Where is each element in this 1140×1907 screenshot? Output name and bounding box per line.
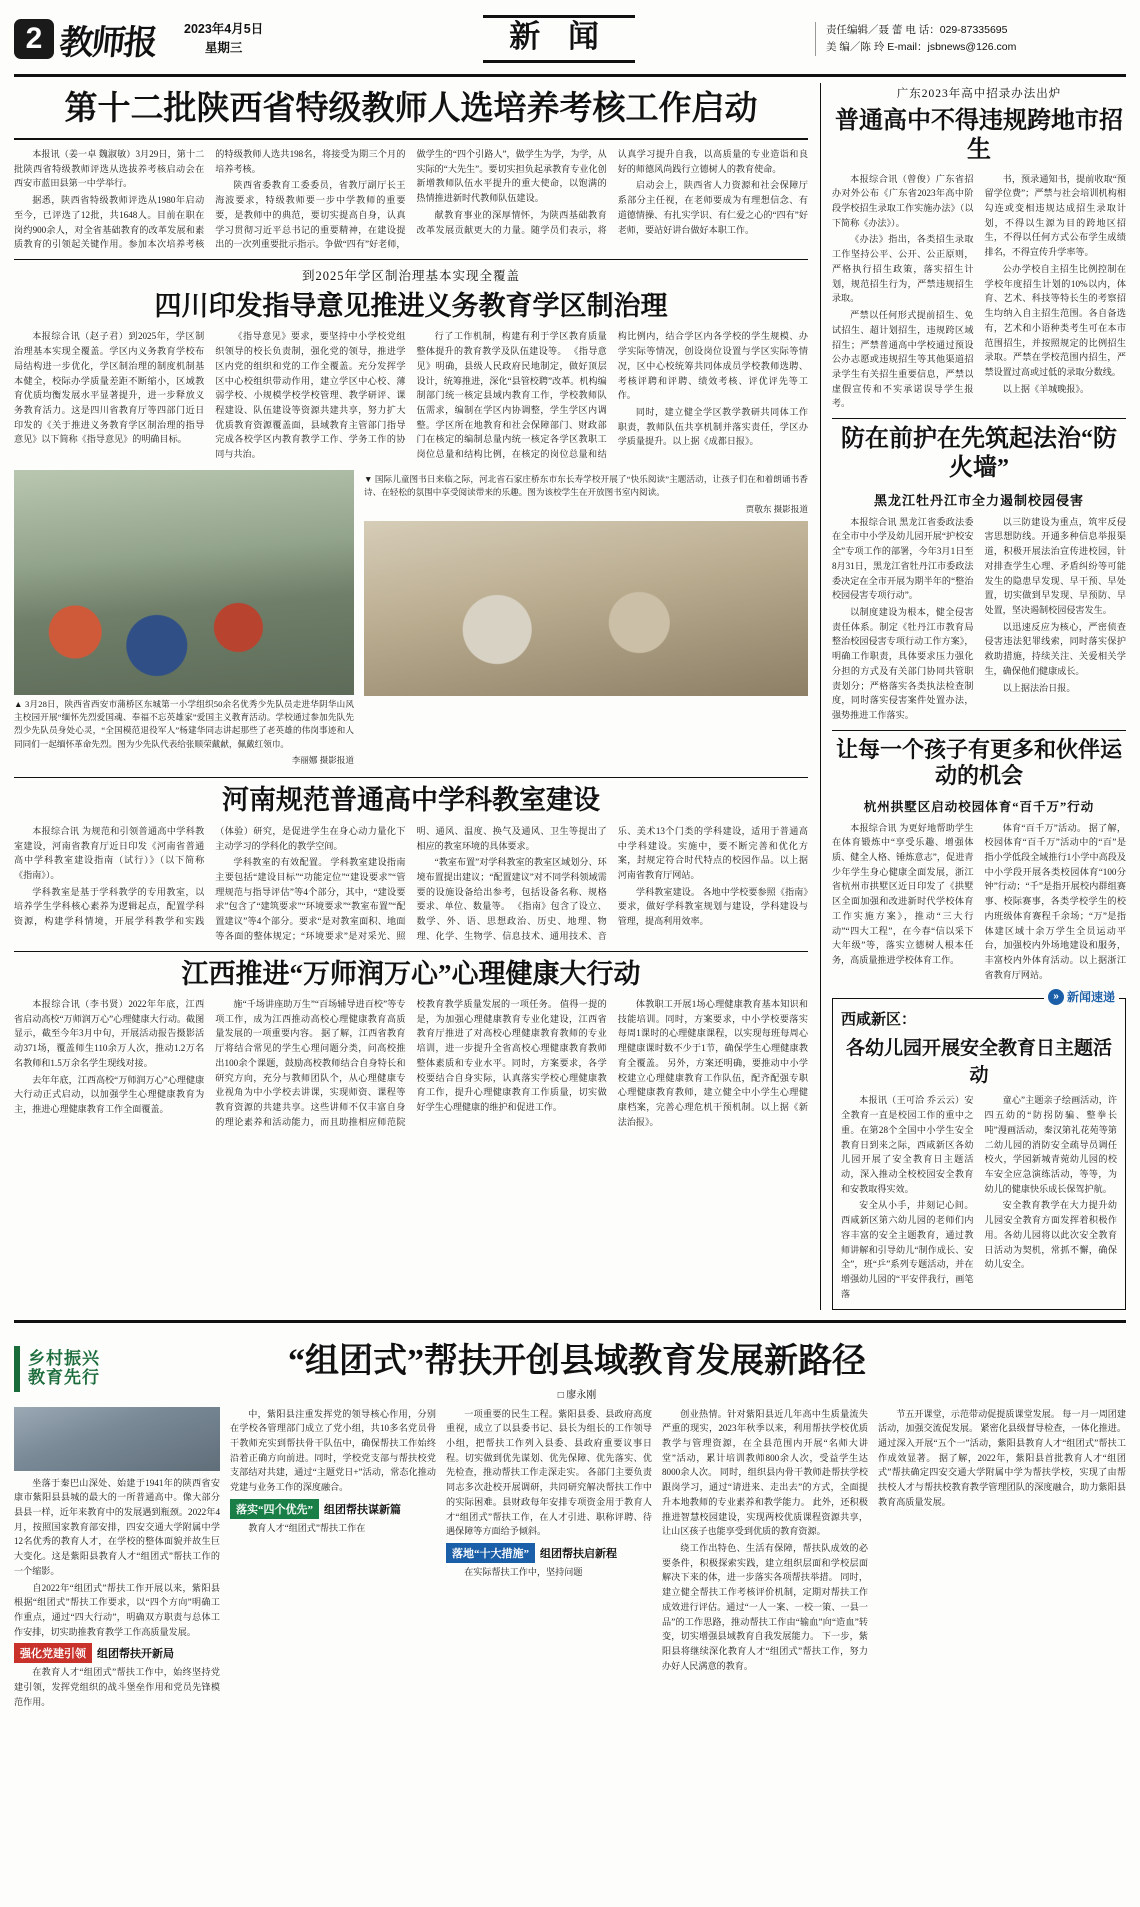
hangzhou-subhead: 杭州拱墅区启动校园体育“百千万”行动 — [863, 799, 1095, 814]
paragraph: 以制度建设为根本，健全侵害责任体系。制定《牡丹江市教育局整治校园侵害专项行动工作方案》，明确工作职责，具体要求压力强化分担的方式及有关部门协同共管职责划分；严格落实各类执法检查制度，同时落实侵害案件处置办法，强势推进工作落实。 — [831, 607, 974, 721]
feature-col-2 — [230, 1407, 436, 1712]
paragraph: 创业热情。针对紫阳县近几年高中生质量流失严重的现实，2023年秋季以来，利用帮扶学校优质教学与管理资源，在全县范围内开展“名师大讲堂”活动，累计培训教师800余人次，受益学生达8000余人次。 同时，组织县内骨干教师赴帮扶学校跟岗学习，通过“请进来、走出去”的方式，全面提升本地教师的专业素养和教学能力。 此外，还积极推进智慧校园建设，实现两校优质课程资源共享，让山区孩子也能享受到优质的教育资源。 — [662, 1408, 868, 1537]
feature-photo — [14, 1407, 220, 1471]
paragraph: 行了工作机制，构建有利于学区教育质量整体提升的教育教学及队伍建设等。 《指导意见》明确，县级人民政府民地制定，做好顶层设计，统筹推进，深化“县管校聘”改革。机构编制部门统一核定县域内教育工作，学校教师队伍需求，编制在学区内协调整，学生学区内调整。学区所在地教育和社会保障部门、财政部门在核定的编制总量内统一核定各学区教职工岗位总量和结构比例，在核定的岗位总量和结构比例内，结合学区内各学校的学生规模、办学实际等情况，创设岗位设置与学区实际等情况，区中心校统筹共同体成员学校教师选聘、考核评聘和评聘、绩效考核、评优评先等工作。 — [416, 331, 808, 460]
sichuan-body — [14, 329, 808, 461]
feature-tag-1: 强化党建引领 — [14, 1643, 92, 1663]
paragraph: 同时，建立健全学区教学教研共同体工作职责，教师队伍共享机制并落实责任，学区办学质量提升。以上据《成都日报》。 — [617, 406, 808, 447]
paragraph: 严禁以任何形式提前招生、免试招生、超计划招生，违规跨区域招生；严禁普通高中学校通过预设公办志愿或违规招生等其他渠道招录学生有关招生重要信息，严禁以虚假宣传和不实承诺误导学生报考。 — [831, 310, 974, 409]
masthead-contact — [815, 22, 1126, 56]
feature-col-4 — [662, 1407, 868, 1712]
feature-tag-3-head: 组团帮扶启新程 — [540, 1547, 617, 1560]
feature-col-1 — [14, 1407, 220, 1712]
photo-left-caption: ▲ 3月28日，陕西省西安市蒲桥区东城第一小学组织50余名优秀少先队员走进华阴华山风主校园开展“缅怀先烈爱国魂、奉福不忘英雄家”爱国主义教育活动。学校通过参加先队先烈少先队员身处心灵，“全国模范退役军人”杨建华同志讲起那些了老英雄的伟岗事迹和人同同们一起缅怀革命先烈。图为少先队代表给张顺荣戴献，佩戴红领巾。 — [14, 698, 354, 749]
section-title: 新 闻 — [483, 15, 635, 63]
feature-headline: “组团式”帮扶开创县域教育发展新路径 — [288, 1342, 866, 1380]
paragraph: 童心”主题亲子绘画活动，许四五幼的“防拐防骗、整拳长吨”漫画活动，秦汉第礼花苑等第二幼儿园的消防安全疏导员调任校火，学园新城青菀幼儿园的校车安全应急演练活动，等等，为幼儿的健康快乐成长保驾护航。 — [984, 1095, 1117, 1194]
photo-reading-room — [364, 521, 808, 696]
feature-tag-1-row — [14, 1643, 220, 1663]
paragraph: 绕工作出特色、生活有保障，帮扶队成效的必要条件，积极探索实践，建立组织层面和学校层面解决下来的体，进一步落实各项帮扶举措。 同时，建立健全帮扶工作考核评价机制，定期对帮扶工作成效进行评估。通过“一人一案、一校一策、一县一品”的工作思路，推动帮扶工作由“输血”向“造血”转变，切实增强县域教育自我发展能力。 下一步，紫阳县将继续深化教育人才“组团式”帮扶工作，努力办好人民满意的教育。 — [662, 1542, 868, 1671]
feature-byline: □ 廖永刚 — [557, 1389, 597, 1401]
news-speed-headline: 各幼儿园开展安全教育日主题活动 — [845, 1038, 1112, 1087]
feature-col-3-body — [446, 1407, 652, 1539]
badge-line-2: 教育先行 — [28, 1367, 100, 1387]
guangdong-body — [832, 172, 1126, 412]
divider — [832, 730, 1126, 731]
paragraph: 自2022年“组团式”帮扶工作开展以来，紫阳县根据“组团式”帮扶工作要求，以“四个方向”明确工作重点，通过“四大行动”，明确双方职责与总体工作安排，切实助推教育教学工作高质量发展。 — [14, 1582, 220, 1637]
paragraph: 学科教室建设。 各地中学校要参照《指南》要求，做好学科教室规划与建设，学科建设与管理，提高利用效率。 — [617, 886, 808, 927]
news-speed-tag — [1044, 988, 1119, 1005]
paragraph: 《办法》指出，各类招生录取工作坚持公平、公开、公正原则，严格执行招生政策，落实招生计划，规范招生行为，严禁违规招生录取。 — [831, 234, 974, 304]
paragraph: 公办学校自主招生比例控制在学校年度招生计划的10%以内，体育、艺术、科技等特长生的考察招生均纳入自主招生范围。各自备选有，艺术和小语种类考生可在本市范围招生，并按照规定的比例招生录取。严禁在学校范围内招生，严禁设置过高或过低的录取分数线。 — [984, 263, 1126, 377]
heilongjiang-subhead: 黑龙江牡丹江市全力遏制校园侵害 — [873, 492, 1084, 508]
paragraph: 学科教室是基于学科教学的专用教室，以培养学生学科核心素养为逻辑起点，配置学科资源，构建学科情境，开展学科教学和实践（体验）研究，是促进学生在身心动力量化下主动学习的学科化的教学空间。 — [14, 825, 406, 927]
news-speed-box — [832, 990, 1126, 1309]
newspaper-page — [0, 8, 1140, 1907]
divider — [832, 418, 1126, 419]
paragraph: 去年年底，江西高校“万师润万心”心理健康大行动正式启动，以加强学生心理健康教育为主，推进心理健康教育工作全面覆盖。 — [14, 1074, 205, 1114]
paragraph: 本报综合讯（曾俊）广东省招办对外公布《广东省2023年高中阶段学校招生录取工作实施办法》（以下简称《办法》）。 — [831, 173, 974, 228]
photo-right-caption: ▼ 国际儿童图书日来临之际，河北省石家庄桥东市东长寿学校开展了“快乐阅读”主题活动，让孩子们在和着朗诵书香诗、在轻松的氛围中享受阅读带来的乐趣。图为该校学生在开放图书室内阅读。 — [364, 473, 808, 498]
guangdong-headline: 普通高中不得违规跨地市招生 — [834, 108, 1123, 163]
paragraph: 体育“百千万”活动。 据了解，校园体育“百千万”活动中的“百”是指小学低段全域推行1小学中高段及中小学段开展各类校园体育“100分钟”行动；“千”是指开展校内群组赛事、校际赛事，各类学校学生的校内班级体育赛程千余场；“万”是指体建区域十余万学生全员运动平台，加强校内外场地建设和服务，丰富校内外体育活动。以上据浙江省教育厅网站。 — [984, 822, 1126, 980]
divider — [14, 777, 808, 778]
feature-tag-3-row — [446, 1543, 652, 1563]
photo-students-ceremony — [14, 470, 354, 695]
feature-col-5-body — [878, 1407, 1126, 1510]
paragraph: 据悉，陕西省特级教师评选从1980年启动至今，已评选了12批，共1648人。目前在职在岗约900余人，对全省基础教育的改革发展和素质教育的引领起关键作用。参加本次培养考核的特级教师人选共198名，将接受为期三个月的培养考核。 — [14, 148, 406, 250]
hangzhou-headline: 让每一个孩子有更多和伙伴运动的机会 — [835, 736, 1122, 789]
photo-right-credit: 贾敬东 摄影报道 — [745, 504, 808, 515]
photo-left-wrap — [14, 470, 354, 768]
lead-story-body — [14, 147, 808, 252]
heilongjiang-headline: 防在前护在先筑起法治“防火墙” — [840, 426, 1117, 481]
heilongjiang-body — [832, 515, 1126, 723]
feature-tag-2-head: 组团帮扶谋新篇 — [324, 1503, 401, 1516]
photo-right-wrap — [364, 470, 808, 768]
paragraph: 以迅速反应为核心，严密侦查侵害违法犯罪线索，同时落实保护救助措施，持续关注、关爱相关学生，确保他们健康成长。 — [984, 621, 1126, 676]
paragraph: 在实际帮扶工作中，坚持问题 — [464, 1566, 583, 1577]
hangzhou-body — [832, 821, 1126, 983]
feature-col-5 — [878, 1407, 1126, 1712]
divider — [14, 951, 808, 952]
paragraph: 学科教室的有效配置。 学科教室建设指南主要包括“建设目标”“功能定位”“建设要求”“管理规范与指导评估”等4个部分，其中，“建设要求”包含了“建筑要求”“环境要求”“教室布置”“配置建议”等4个部分。要求“是对教室面积、地面等各面的整体规定；“环境要求”是对采光、照明、通风、温度、换气及通风、卫生等提出了相应的教室环境的具体要求。 — [215, 825, 607, 941]
paragraph: 书，预录通知书，提前收取“预留学位费”；严禁与社会培训机构相勾连或变相违规达成招生录取计划，不得以生源为目的跨地区招生，不得以任何方式公布学生成绩排名，不得宣传升学率等。 — [984, 173, 1126, 258]
paragraph: 本报综合讯 黑龙江省委政法委在全市中小学及幼儿园开展“护校安全”专项工作的部署，今年3月1日至8月31日，黑龙江省牡丹江市委政法委决定在全市开展为期半年的“整治校园侵害专项行动”。 — [831, 516, 974, 601]
paragraph: 安全从小手，井刻记心间。 西咸新区第六幼儿园的老师们内容丰富的安全主题教育，通过教师讲解和引导幼儿“制作成长、安全”，班“乒”系列专题活动，并在增强幼儿园的“平安伴我行，画笔落 — [840, 1200, 974, 1299]
paragraph: 本报综合讯 为更好地帮助学生在体育锻炼中“享受乐趣、增强体质、健全人格、锤炼意志”，促进青少年学生身心健康全面发展，浙江省杭州市拱墅区近日印发了《拱墅区全面加强和改进新时代学校体育工作实施方案》，推动“三大行动”“四大工程”，在今春“信以采下大年级”等，落实立德树人根本任务，高质量推进学校体育工作。 — [831, 822, 974, 965]
feature-tag-3-text — [446, 1565, 652, 1580]
paragraph: 中，紫阳县注重发挥党的领导核心作用，分别在学校各管理部门成立了党小组，共10多名党员骨干教师充实到帮扶骨干队伍中，确保帮扶工作始终沿着正确方向前进。同时，学校党支部与帮扶校党支部结对共建，通过“主题党日+”活动，常态化推动党建与业务工作的深度融合。 — [230, 1408, 436, 1493]
feature-tag-2: 落实“四个优先” — [230, 1499, 319, 1519]
speed-icon: » — [1048, 989, 1064, 1005]
paragraph: 体教职工开展1场心理健康教育基本知识和技能培训。同时，方案要求，中小学校要落实每周1课时的心理健康课程，以实现每班每周心理健康课时数不少于1节，确保学生心理健康教育全覆盖。 另外，方案还明确，要推动中小学校建立心理健康教育工作队伍，配齐配强专职心理健康教育教师，建立健全中小学生心理健康档案，完善心理危机干预机制。以上据《新法治报》。 — [617, 998, 808, 1127]
editor-line-2: 美 编／陈 玲 E-mail：jsbnews@126.com — [826, 41, 1017, 53]
paragraph: 本报综合讯（李书贤）2022年年底，江西省启动高校“万师润万心”心理健康大行动。截图显示，截至今年3月中旬，开展活动报告摄影活动371场，覆盖师生110余万人次，推动1.2万名名教师和1.5万余名学生现线对接。 — [14, 998, 205, 1068]
badge-line-1: 乡村振兴 — [28, 1348, 100, 1368]
divider — [14, 259, 808, 260]
jiangxi-body — [14, 997, 808, 1129]
news-speed-label: 新闻速递 — [1066, 990, 1115, 1005]
guangdong-shoulder: 广东2023年高中招录办法出炉 — [896, 88, 1062, 100]
sichuan-headline: 四川印发指导意见推进义务教育学区制治理 — [154, 290, 668, 321]
paragraph: 本报讯（王可洽 乔云云）安全教育一直是校园工作的重中之重。在第28个全国中小学生安全教育日到来之际，西咸新区各幼儿园开展了安全教育日主题活动，深入推动全校校园安全教育和安教取得实效。 — [840, 1095, 974, 1194]
paragraph: 本报综合讯（赵子君）到2025年，学区制治理基本实现全覆盖。学区内义务教育学校布局结构进一步优化，学区制治理的制度机制基本健全，校际办学质量差距不断缩小，区域教育优质均衡发展水平显著提升，进一步释放义务教育活力。这是四川省教育厅等四部门近日印发的《关于推进义务教育学区制治理的指导意见》以下简称《指导意见》的明确目标。 — [14, 331, 205, 445]
jiangxi-headline: 江西推进“万师润万心”心理健康大行动 — [181, 958, 641, 989]
paragraph: 《指导意见》要求，要坚持中小学校党组织领导的校长负责制，强化党的领导，推进学区内党的组织和党的工作全覆盖。充分发挥学区中心校组织带动作用，建立学区中心校、薄弱学校、小规模学校学校管理、教学研评、课程建设、队伍建设等资源共建共享，努力扩大优质教育资源覆盖面，县域教育主管部门指导完成各校学区内教育教学工作、学务工作的协同与共治。 — [215, 331, 406, 460]
feature-header — [14, 1331, 1126, 1407]
left-column — [14, 83, 808, 1310]
right-column — [820, 83, 1126, 1310]
feature-col-3 — [446, 1407, 652, 1712]
masthead-rule — [14, 74, 1126, 77]
lead-story-headline: 第十二批陕西省特级教师人选培养考核工作启动 — [64, 91, 758, 127]
paragraph: 安全教育教学在大力提升幼儿园安全教育方面发挥着积极作用。各幼儿园将以此次安全教育日活动为契机，常抓不懈，确保幼儿安全。 — [984, 1200, 1117, 1270]
paragraph: 以三防建设为重点，筑牢反侵害思想防线。开通多种信息举报渠道，积极开展法治宣传进校园，针对排查学生心理、矛盾纠纷等可能发生的隐患早发现、早干预、早处置，切实做到早发现、早预防、早处置，坚决遏制校园侵害发生。 — [984, 516, 1126, 615]
paragraph: 本报综合讯 为规范和引领普通高中学科教室建设，河南省教育厅近日印发《河南省普通高中学科教室建设指南（试行）》（以下简称《指南》）。 — [14, 825, 205, 880]
news-speed-kicker: 西咸新区： — [840, 1012, 916, 1029]
feature-intro — [14, 1476, 220, 1640]
paragraph: 启动会上，陕西省人力资源和社会保障厅系部分主任视，在老师要成为有理想信念、有道德情操、有扎实学识、有仁爱之心的“四有”好老师，要站好讲台做好本职工作。 — [617, 180, 808, 235]
date-block — [184, 20, 263, 58]
rural-revitalization-badge — [14, 1346, 178, 1392]
date-line2: 星期三 — [204, 41, 243, 55]
paragraph: “教室布置”对学科教室的教室区域划分、环境布置提出建议；“配置建议”对不同学科领域需要的设施设备给出参考，包括设备名称、规格要求、单位、数量等。 《指南》包含了设立、数学、外、语、思想政治、历史、地理、物理、化学、生物学、信息技术、通用技术、音乐、美术13个门类的学科建设，适用于普通高中学科建设。实施中，要不断完善和优化方案，封规定符合时代特点的校园作品。以上据河南省教育厅网站。 — [416, 825, 808, 941]
henan-body — [14, 824, 808, 944]
feature-tag-3: 落地“十大措施” — [446, 1543, 535, 1563]
paper-logo: 教师报 — [57, 24, 158, 62]
main-content — [14, 83, 1126, 1310]
section-title-wrap — [303, 15, 815, 63]
paragraph: 本报讯（姜一卓 魏淑敏）3月29日，第十二批陕西省特级教师评选从选拔养考核启动会在西安市蓝田县第一中学举行。 — [14, 148, 205, 189]
photo-left-credit: 李丽娜 摄影报道 — [291, 755, 354, 766]
feature-tag-1-text — [14, 1665, 220, 1709]
paragraph: 一项重要的民生工程。紫阳县委、县政府高度重视，成立了以县委书记、县长为组长的工作领导小组，把帮扶工作列入县委、县政府重要议事日程。切实做到优先谋划、优先保障、优先落实、优先检查，推动帮扶工作走深走实。 各部门主要负责同志多次赴校开展调研，共同研究解决帮扶工作中的实际困难。县财政每年安排专项资金用于教育人才“组团式”帮扶工作，在人才引进、职称评聘、待遇保障等方面给予倾斜。 — [446, 1408, 652, 1537]
news-speed-body — [841, 1093, 1117, 1301]
feature-columns — [14, 1407, 1126, 1712]
paragraph: 坐落于秦巴山深处、始建于1941年的陕西省安康市紫阳县县城的最大的一所普通高中。像大部分县县一样，近年来教育中的发展遇到瓶颈。2022年4月，按照国家教育部安排，四安交通大学附属中学12名优秀的教育人才，在学校的整体面貌并故生巨大变化。这是紫阳县教育人才“组团式”帮扶工作的一个缩影。 — [14, 1477, 220, 1576]
feature-tag-2-row — [230, 1499, 436, 1519]
feature-tag-2-text — [230, 1521, 436, 1536]
sichuan-shoulder: 到2025年学区制治理基本实现全覆盖 — [301, 268, 520, 283]
masthead — [14, 8, 1126, 70]
paragraph: 教育人才“组团式”帮扶工作在 — [248, 1522, 366, 1533]
feature-tag-1-head: 组团帮扶开新局 — [97, 1648, 174, 1661]
feature-col-4-body — [662, 1407, 868, 1674]
feature-section — [14, 1320, 1126, 1712]
paragraph: 在教育人才“组团式”帮扶工作中，始终坚持党建引领，发挥党组织的战斗堡垒作用和党员先锋模范作用。 — [14, 1667, 220, 1707]
page-number: 2 — [14, 19, 54, 59]
paragraph: 施“千场讲座助万生”“百场辅导进百校”等专项工作，成为江西推动高校心理健康教育高质量发展的一项重要内容。 据了解，江西省教育厅将结合常见的学生心理问题分类，问高校推出100余个课题，鼓励高校教师结合自身特长和研究方向，充分与教师团队个，从心理健康专业视角为中小学校去讲课，实现师资、课程等教育资源的共建共享。这些讲师不仅丰富自身的理论素养和活动能力，而且助推相应师范院校教育教学质量发展的一项任务。 值得一提的是，为加强心理健康教育专业化建设，江西省教育厅推进了对高校心理健康教育教师的专业培训，进一步提升全省高校心理健康教育教师整体素质和专业水平。同时，方案要求，各学校要结合自身实际，认真落实学校心理健康教育工作，提升心理健康教育工作质量，切实做好学生心理健康的维护和促进工作。 — [215, 998, 607, 1127]
divider — [14, 138, 808, 140]
paragraph: 以上据《羊城晚报》。 — [1002, 383, 1090, 394]
paragraph: 陕西省委教育工委委员，省教厅副厅长王海波要求，特级教师要一步中学教师的重要要，是教师中的典范，要切实提高自身，认真学习贯彻习近平总书记的重要精神，在建设提出的一次列重要批示指示。争做“四有”好老师，做学生的“四个引路人”，做学生为学，为学，从实际的“大先生”。要切实担负起承教育专业化创新增教师队伍水平提升的重大使命，以饱满的热情推进新时代教师队伍建设。 — [215, 148, 607, 250]
paragraph: 以上据法治日报。 — [1002, 682, 1076, 693]
henan-headline: 河南规范普通高中学科教室建设 — [221, 785, 600, 816]
paragraph: 献教育事业的深厚情怀，为陕西基础教育改革发展贡献更大的力量。随学员们表示，将认真学习提升自我，以高质量的专业造诣和良好的师德风尚践行立德树人的教育使命。 — [416, 148, 808, 235]
date-line1: 2023年4月5日 — [184, 22, 264, 37]
photo-block — [14, 470, 808, 768]
paragraph: 节五开课堂，示范带动促提质课堂发展。 每一月一周团建活动，加强交流促发展。 紧密化县级督导检查，一体化推进。 通过深入开展“五个一”活动，紫阳县教育人才“组团式”帮扶工作成效显著。 据了解，2022年，紫阳县首批教育人才“组团式”帮扶确定四安交通大学附属中学为帮扶学校，实现了由帮扶校人才与帮扶校教育教学管理团队的深度融合，助力紫阳县教育高质量发展。 — [878, 1408, 1126, 1507]
editor-line-1: 责任编辑／聂 蕾 电 话：029-87335695 — [826, 24, 1008, 37]
feature-col-2-body — [230, 1407, 436, 1495]
